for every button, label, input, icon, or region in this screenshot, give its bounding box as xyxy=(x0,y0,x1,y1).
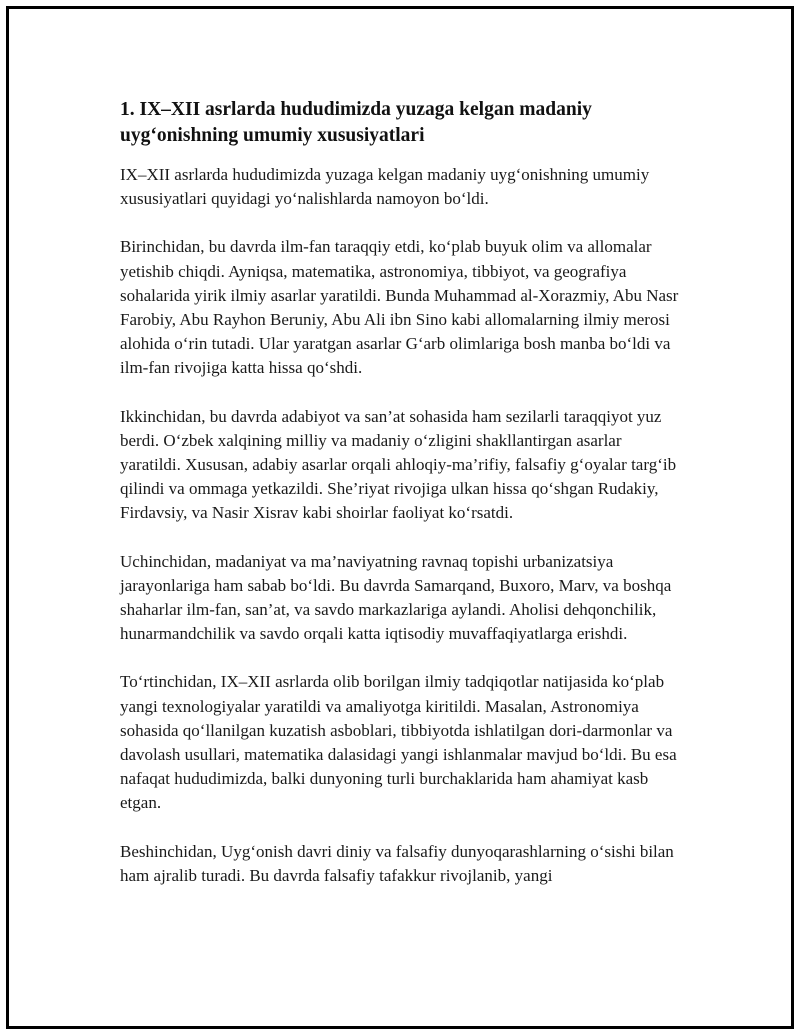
paragraph-third: Uchinchidan, madaniyat va ma’naviyatning ravnaq topishi urbanizatsiya jarayonlariga ham sabab bo‘ldi. Bu davrda Samarqand, Buxoro, Marv, va boshqa shaharlar ilm-fan, san’at, va savdo markazlariga aylandi. Aholisi dehqonchilik, hunarmandchilik va savdo orqali katta iqtisodiy muvaffaqiyatlarga erishdi. xyxy=(120,551,672,644)
section-heading: 1. IX–XII asrlarda hududimizda yuzaga kelgan madaniy uyg‘onishning umumiy xususiyatlari xyxy=(120,99,592,146)
paragraph-fourth: To‘rtinchidan, IX–XII asrlarda olib borilgan ilmiy tadqiqotlar natijasida ko‘plab yangi texnologiyalar yaratildi va amaliyotga kiritildi. Masalan, Astronomiya sohasida qo‘llanilgan kuzatish asboblari, tibbiyotda ishlatilgan dori-darmonlar va davolash usullari, matematika dalasidagi yangi ishlanmalar mavjud bo‘ldi. Bu esa nafaqat hududimizda, balki dunyoning turli burchaklarida ham ahamiyat kasb etgan. xyxy=(120,672,677,813)
document-content xyxy=(120,97,680,912)
page-frame xyxy=(6,6,794,1029)
paragraph-first: Birinchidan, bu davrda ilm-fan taraqqiy etdi, ko‘plab buyuk olim va allomalar yetishib chiqdi. Ayniqsa, matematika, astronomiya, tibbiyot, va geografiya sohalarida yirik ilmiy asarlar yaratildi. Bunda Muhammad al-Xorazmiy, Abu Nasr Farobiy, Abu Rayhon Beruniy, Abu Ali ibn Sino kabi allomalarning ilmiy merosi alohida o‘rin tutadi. Ular yaratgan asarlar G‘arb olimlariga bosh manba bo‘ldi va ilm-fan rivojiga katta hissa qo‘shdi. xyxy=(120,237,679,378)
paragraph-intro: IX–XII asrlarda hududimizda yuzaga kelgan madaniy uyg‘onishning umumiy xususiyatlari quyidagi yo‘nalishlarda namoyon bo‘ldi. xyxy=(120,165,650,209)
paragraph-second: Ikkinchidan, bu davrda adabiyot va san’at sohasida ham sezilarli taraqqiyot yuz berdi. O‘zbek xalqining milliy va madaniy o‘zligini shakllantirgan asarlar yaratildi. Xususan, adabiy asarlar orqali ahloqiy-ma’rifiy, falsafiy g‘oyalar targ‘ib qilindi va ommaga yetkazildi. She’riyat rivojiga ulkan hissa qo‘shgan Rudakiy, Firdavsiy, va Nasir Xisrav kabi shoirlar faoliyat ko‘rsatdi. xyxy=(120,406,677,523)
paragraph-fifth: Beshinchidan, Uyg‘onish davri diniy va falsafiy dunyoqarashlarning o‘sishi bilan ham ajralib turadi. Bu davrda falsafiy tafakkur rivojlanib, yangi xyxy=(120,841,674,885)
